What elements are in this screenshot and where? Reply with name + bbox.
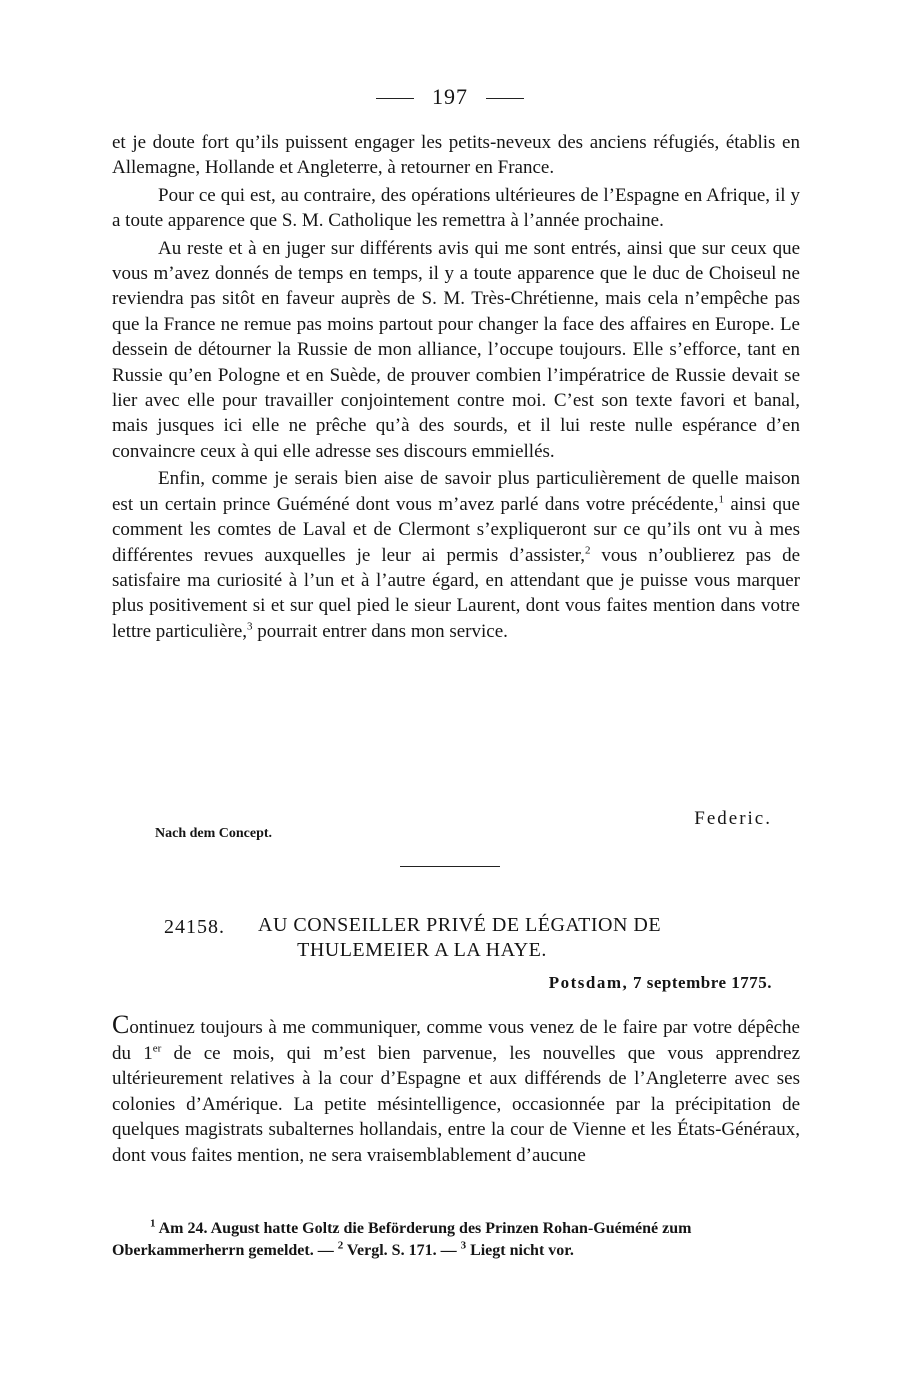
letter-text-part2: de ce mois, qui m’est bien parvenue, les nouvelles que vous apprendrez ultérieurement relatives à la cour d’Espagne et aux différends de l’Angleterre avec ses colonies d’Amérique. La petite mésintelligence, occasionnée par la précipitation de quelques magistrats subalternes hollandais, entre la cour de Vienne et les États-Généraux, dont vous faites mention, ne sera vraisemblablement d’aucune: [112, 1042, 801, 1166]
drop-cap: C: [112, 1010, 130, 1039]
letter-number: 24158.: [164, 916, 225, 938]
header-dash-right: [486, 98, 524, 99]
footnote-text-3: Liegt nicht vor.: [466, 1242, 574, 1259]
footnote-marker-1: 1: [150, 1217, 156, 1230]
footnote-marker-3: 3: [460, 1239, 467, 1252]
footnote-marker-2: 2: [337, 1239, 344, 1252]
paragraph-2: Pour ce qui est, au contraire, des opérations ultérieures de l’Espagne en Afrique, il y a toute apparence que S. M. Catholique les remettra à l’année prochaine.: [112, 184, 800, 232]
footnote-text-1: Am 24. August hatte Goltz die Beförderung des Prinzen Rohan-Guéméné zum Oberkammerherrn gemeldet. —: [112, 1220, 692, 1259]
dateline-date: 7 septembre 1775.: [628, 973, 772, 992]
paragraph-4-part4: pourrait entrer dans mon service.: [252, 620, 508, 642]
footnote-ref-3: 3: [247, 620, 253, 633]
source-note: Nach dem Concept.: [155, 826, 273, 841]
footnote-ref-1: 1: [718, 493, 724, 506]
letter-body: [112, 1012, 800, 1169]
dateline-place: Potsdam,: [548, 973, 629, 992]
ordinal-superscript: er: [152, 1042, 162, 1055]
letter-paragraph: [112, 1012, 800, 1169]
section-divider: [400, 866, 500, 867]
paragraph-continuation: et je doute fort qu’ils puissent engager les petits-neveux des anciens réfugiés, établis en Allemagne, Hollande et Angleterre, à retourner en France.: [112, 132, 800, 179]
letter-text-part1: ontinuez toujours à me communiquer, comme vous venez de le faire par votre dépêche du 1: [112, 1017, 800, 1064]
letter-heading-line1: AU CONSEILLER PRIVÉ DE LÉGATION DE: [258, 914, 662, 936]
paragraph-3: Au reste et à en juger sur différents avis qui me sont entrés, ainsi que sur ceux que vous m’avez donnés de temps en temps, il y a toute apparence que le duc de Choiseul ne reviendra pas sitôt en faveur auprès de S. M. Très-Chrétienne, mais cela n’empêche pas que la France ne remue pas moins partout pour changer la face des affaires en Europe. Le dessein de détourner la Russie de mon alliance, l’occupe toujours. Elle s’efforce, tant en Russie qu’en Pologne et en Suède, de prouver combien l’impératrice de Russie devait se lier avec elle pour travailler conjointement contre moi. C’est son texte favori et banal, mais jusques ici elle ne prêche qu’à des sourds, et il lui reste nulle espérance d’en convaincre ceux à qui elle adresse ses discours emmiellés.: [112, 237, 800, 462]
header-dash-left: [376, 98, 414, 99]
body-text: [112, 130, 800, 644]
paragraph-4-part1: Enfin, comme je serais bien aise de savoir plus particulièrement de quelle maison est un certain prince Guéméné dont vous m’avez parlé dans votre précédente,: [112, 468, 800, 515]
footnote-text-2: Vergl. S. 171. —: [343, 1242, 461, 1259]
footnote-ref-2: 2: [584, 544, 591, 557]
footnotes: [112, 1218, 800, 1262]
dateline: [549, 973, 772, 993]
paragraph-4-part3: vous n’oublierez pas de satisfaire ma curiosité à l’un et à l’autre égard, en attendant que je puisse vous marquer plus positivement si et sur quel pied le sieur Laurent, dont vous faites mention dans votre lettre particulière,: [112, 544, 800, 642]
page-header: [0, 84, 900, 110]
paragraph-4-part2: ainsi que comment les comtes de Laval et de Clermont s’expliqueront sur ce qu’ils ont vu à mes différentes revues auxquelles je leur ai permis d’assister,: [112, 493, 800, 566]
letter-heading-line2: THULEMEIER A LA HAYE.: [297, 939, 547, 961]
footnote-line: [112, 1218, 800, 1262]
signature: Federic.: [694, 808, 772, 829]
paragraph-4: [112, 466, 800, 644]
page-number: 197: [432, 84, 468, 109]
